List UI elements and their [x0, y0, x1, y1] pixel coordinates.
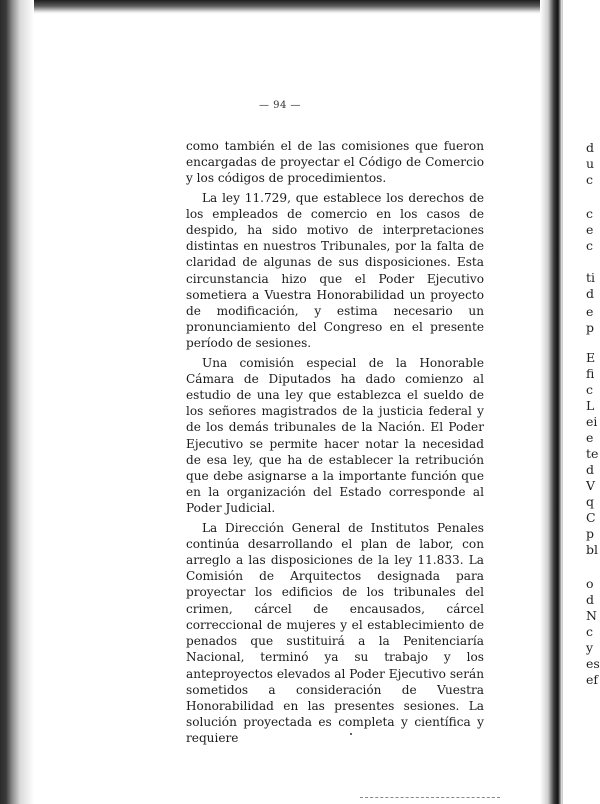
fragment: ei: [586, 414, 598, 429]
fragment: p: [586, 526, 595, 541]
body-text: [186, 138, 484, 747]
paragraph: La Dirección General de Institutos Penales continúa desarrollando el plan de labor, con arreglo a las disposiciones de la ley 11.833. La Comisión de Arquitectos designada para proyectar los edificios de los tribunales del crimen, cárcel de encausados, cárcel correccional de mujeres y el establecimiento de penados que sustituirá a la Penitenciaría Nacional, terminó ya su trabajo y los anteproyectos elevados al Poder Ejecutivo serán sometidos a consideración de Vuestra Honorabilidad en las presentes sesiones. La solución proyectada es completa y científica y requiere: [186, 520, 484, 746]
fragment: c: [586, 624, 594, 639]
page-number: — 94 —: [258, 100, 302, 111]
fragment: d: [586, 286, 595, 301]
fragment: p: [586, 320, 595, 335]
paragraph: La ley 11.729, que establece los derechos de los empleados de comercio en los casos de despido, ha sido motivo de interpretaciones distintas en nuestros Tribunales, por la falta de claridad de algunas de sus disposiciones. Esta circunstancia hizo que el Poder Ejecutivo sometiera a Vuestra Honorabilidad un proyecto de modificación, y estima necesario un pronunciamiento del Congreso en el presente período de sesiones.: [186, 190, 484, 351]
fragment: q: [586, 494, 595, 509]
fragment: d: [586, 140, 595, 155]
fragment: u: [586, 156, 595, 171]
fragment: ef: [586, 672, 599, 687]
paragraph: como también el de las comisiones que fueron encargadas de proyectar el Código de Comercio y los códigos de procedimientos.: [186, 139, 484, 186]
fragment: fi: [586, 366, 595, 381]
fragment: e: [586, 222, 594, 237]
fragment: d: [586, 592, 595, 607]
fragment: es: [586, 656, 600, 671]
fragment: o: [586, 576, 594, 591]
fragment: e: [586, 430, 594, 445]
fragment: e: [586, 304, 594, 319]
facing-page-text-fragments: [586, 0, 600, 804]
fragment: C: [586, 510, 596, 525]
top-edge-shadow: [34, 0, 600, 14]
fragment: N: [586, 608, 597, 623]
fragment: c: [586, 238, 594, 253]
bottom-edge-marks: [360, 796, 500, 798]
fragment: ti: [586, 270, 596, 285]
fragment: y: [586, 640, 594, 655]
fragment: d: [586, 462, 595, 477]
book-binding-shadow: [0, 0, 34, 804]
ink-speck: [350, 733, 352, 735]
paragraph: Una comisión especial de la Honorable Cámara de Diputados ha dado comienzo al estudio de una ley que establezca el sueldo de los señores magistrados de la justicia federal y de los demás tribunales de la Nación. El Poder Ejecutivo se permite hacer notar la necesidad de esa ley, que ha de establecer la retribución que debe asignarse a la importante función que en la organización del Estado corresponde al Poder Judicial.: [186, 355, 484, 516]
fragment: c: [586, 206, 594, 221]
fragment: V: [586, 478, 596, 493]
fragment: c: [586, 382, 594, 397]
fragment: E: [586, 350, 596, 365]
fragment: te: [586, 446, 599, 461]
fragment: L: [586, 398, 595, 413]
fragment: c: [586, 172, 594, 187]
fragment: bl: [586, 542, 598, 557]
